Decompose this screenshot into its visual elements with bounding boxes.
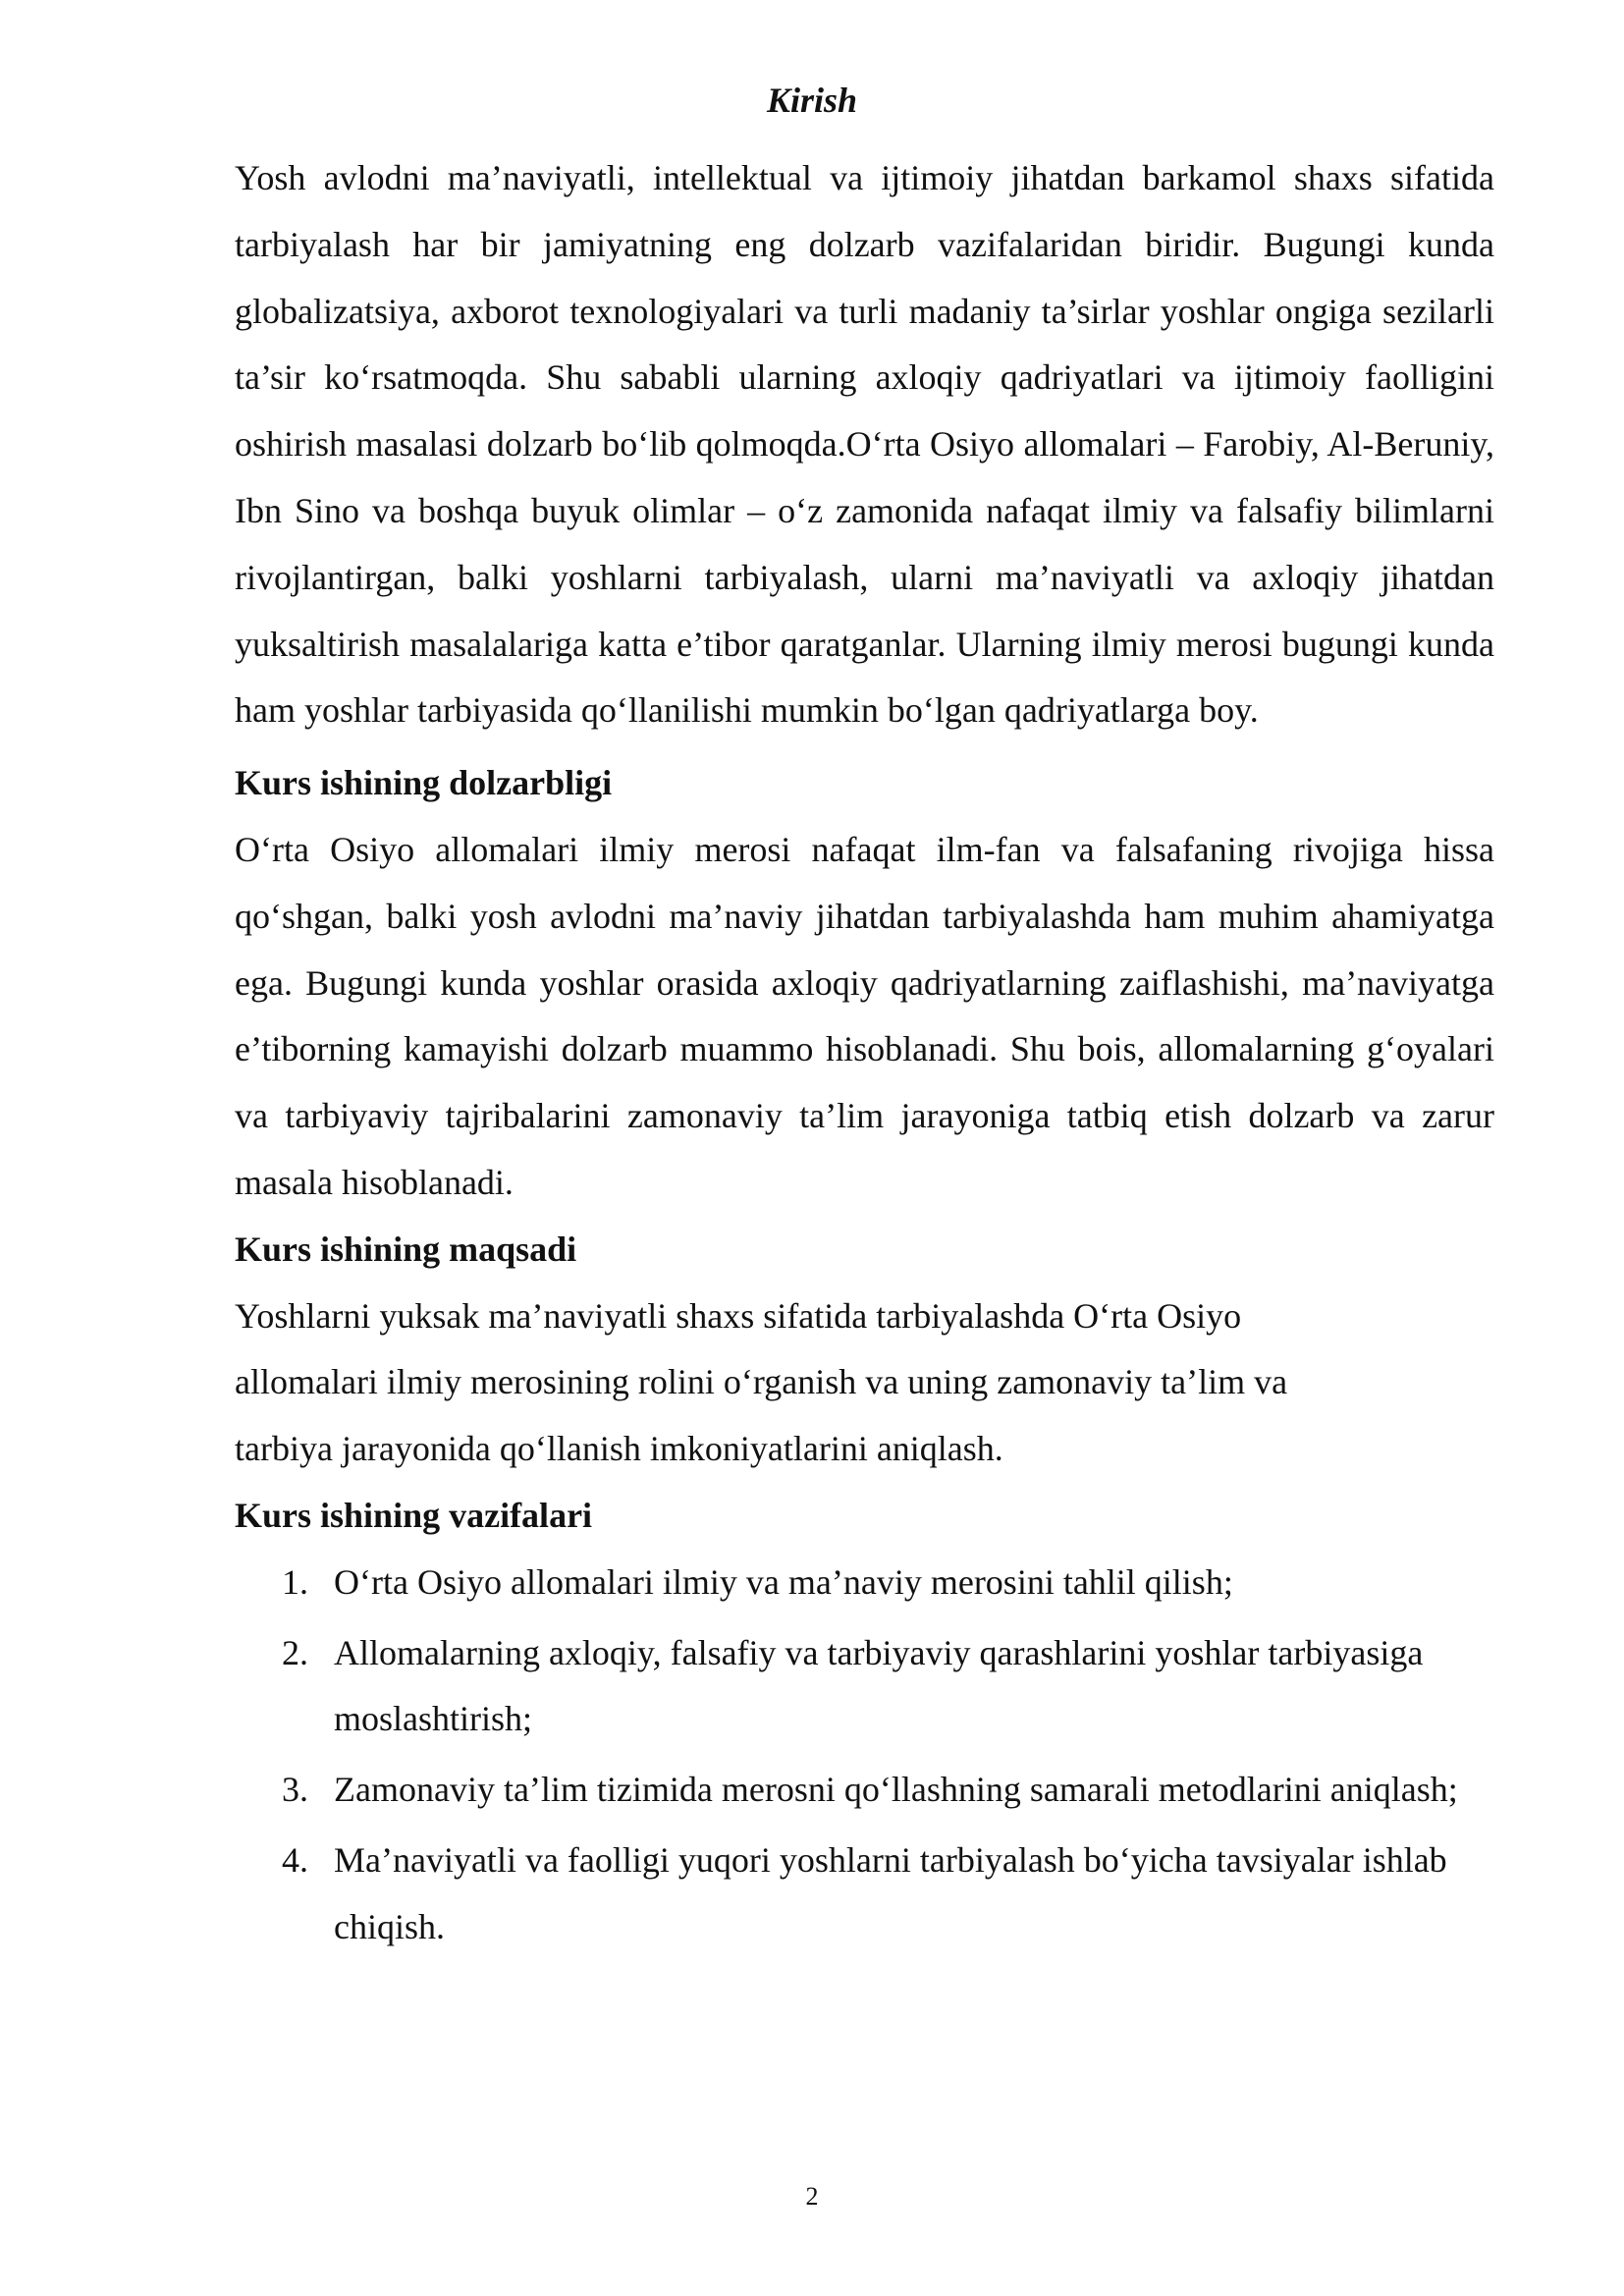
goal-heading: Kurs ishining maqsadi — [235, 1229, 577, 1269]
intro-paragraph: Yosh avlodni ma’naviyatli, intellektual va ijtimoiy jihatdan barkamol shaxs sifatida tarbiyalash har bir jamiyatning eng dolzarb vazifalaridan biridir. Bugungi kunda globalizatsiya, axborot texnologiyalari va turli madaniy ta’sirlar yoshlar ongiga sezilarli ta’sir ko‘rsatmoqda. Shu sababli ularning axloqiy qadriyatlari va ijtimoiy faolligini oshirish masalasi dolzarb bo‘lib qolmoqda.O‘rta Osiyo allomalari – Farobiy, Al-Beruniy, Ibn Sino va boshqa buyuk olimlar – o‘z zamonida nafaqat ilmiy va falsafiy bilimlarni rivojlantirgan, balki yoshlarni tarbiyalash, ularni ma’naviyatli va axloqiy jihatdan yuksaltirish masalalariga katta e’tibor qaratganlar. Ularning ilmiy merosi bugungi kunda ham yoshlar tarbiyasida qo‘llanilishi mumkin bo‘lgan qadriyatlarga boy. — [235, 158, 1494, 731]
page-number: 2 — [805, 2182, 819, 2211]
list-item-text: Ma’naviyatli va faolligi yuqori yoshlarni tarbiyalash bo‘yicha tavsiyalar ishlab chiqish. — [334, 1839, 1447, 1946]
tasks-list — [235, 1550, 1494, 1961]
list-item-number: 4. — [282, 1839, 308, 1880]
page-content — [235, 145, 1494, 1965]
list-item — [235, 1757, 1492, 1824]
list-item — [235, 1550, 1492, 1616]
list-item-text: Zamonaviy ta’lim tizimida merosni qo‘llashning samarali metodlarini aniqlash; — [334, 1770, 1458, 1810]
goal-paragraph: Yoshlarni yuksak ma’naviyatli shaxs sifatida tarbiyalashda O‘rta Osiyo allomalari ilmiy merosining rolini o‘rganish va uning zamonaviy ta’lim va tarbiya jarayonida qo‘llanish imkoniyatlarini aniqlash. — [235, 1295, 1288, 1469]
page-title: Kirish — [766, 81, 858, 120]
list-item — [235, 1620, 1492, 1754]
list-item-text: Allomalarning axloqiy, falsafiy va tarbiyaviy qarashlarini yoshlar tarbiyasiga moslashtirish; — [334, 1632, 1424, 1739]
list-item-text: O‘rta Osiyo allomalari ilmiy va ma’naviy merosini tahlil qilish; — [334, 1561, 1233, 1602]
list-item-number: 3. — [282, 1770, 308, 1810]
list-item-number: 2. — [282, 1632, 308, 1672]
relevance-paragraph: O‘rta Osiyo allomalari ilmiy merosi nafaqat ilm-fan va falsafaning rivojiga hissa qo‘shgan, balki yosh avlodni ma’naviy jihatdan tarbiyalashda ham muhim ahamiyatga ega. Bugungi kunda yoshlar orasida axloqiy qadriyatlarning zaiflashishi, ma’naviyatga e’tiborning kamayishi dolzarb muammo hisoblanadi. Shu bois, allomalarning g‘oyalari va tarbiyaviy tajribalarini zamonaviy ta’lim jarayoniga tatbiq etish dolzarb va zarur masala hisoblanadi. — [235, 829, 1494, 1202]
list-item-number: 1. — [282, 1561, 308, 1602]
list-item — [235, 1828, 1492, 1961]
tasks-heading: Kurs ishining vazifalari — [235, 1495, 593, 1535]
relevance-heading: Kurs ishining dolzarbligi — [235, 763, 613, 803]
